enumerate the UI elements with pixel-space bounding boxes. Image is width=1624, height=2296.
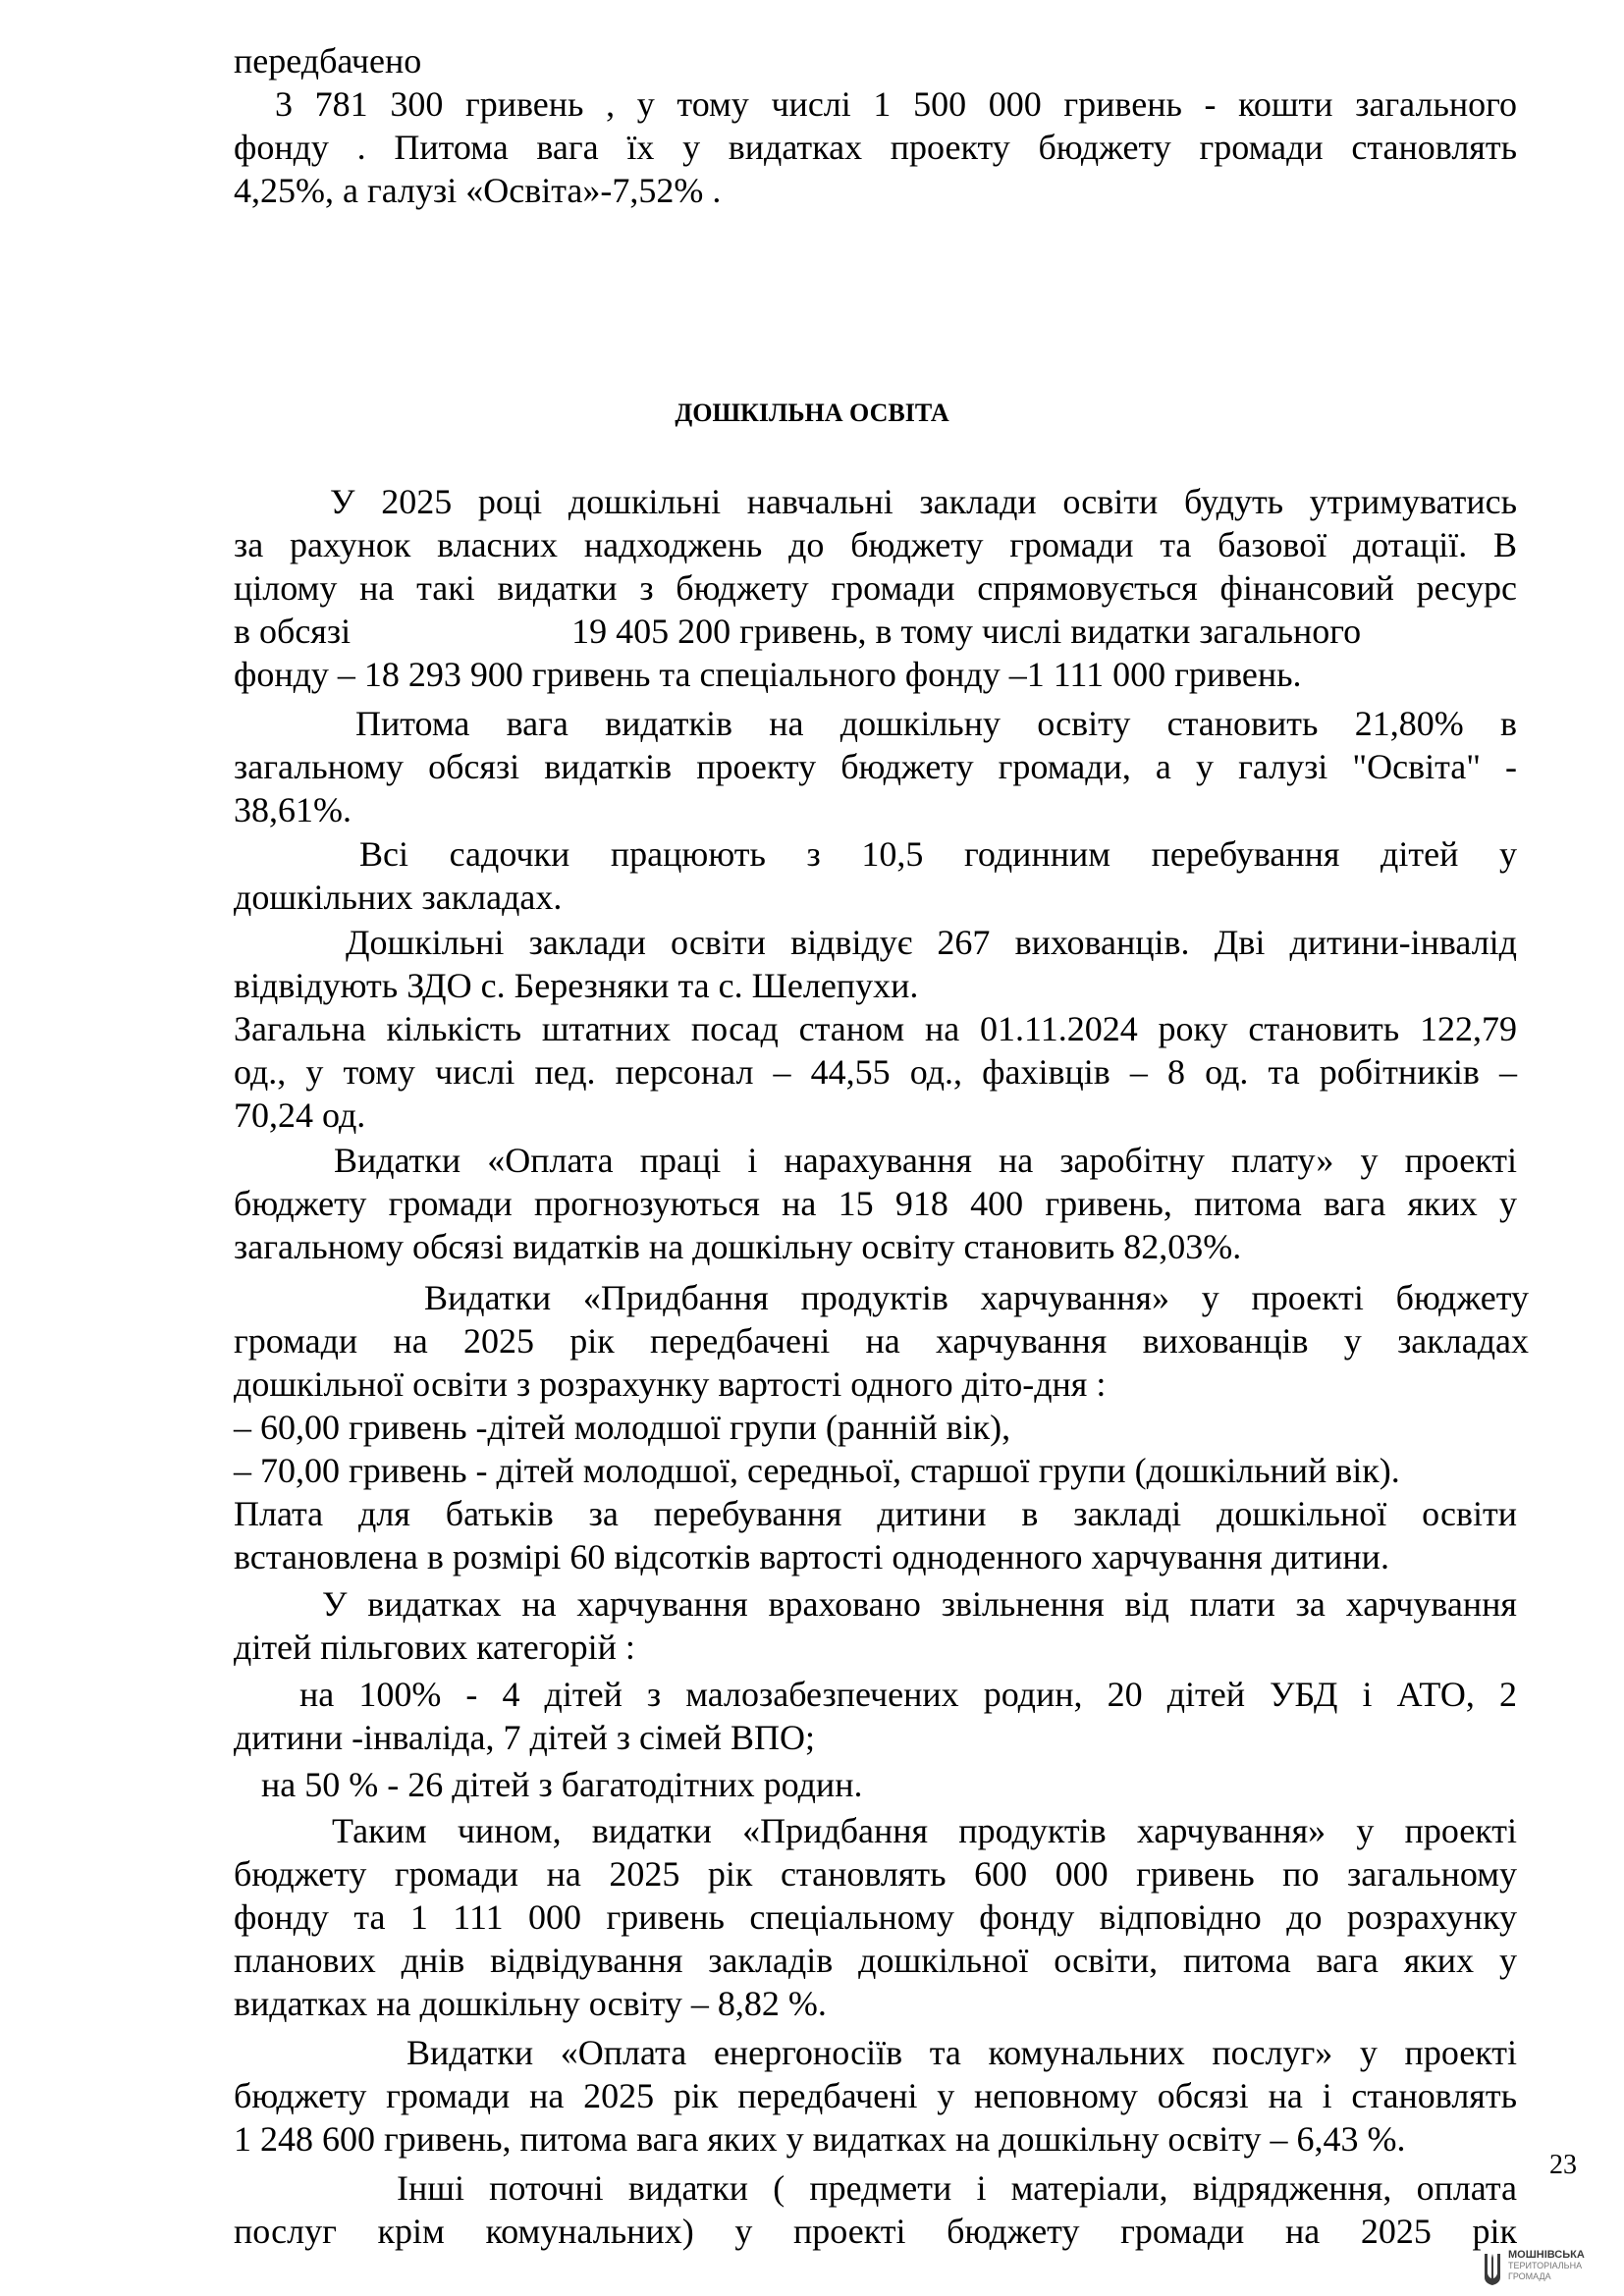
- text-line: цілому на такі видатки з бюджету громади спрямовується фінансовий ресурс: [234, 568, 1517, 608]
- text-line: послуг крім комунальних) у проекті бюджету громади на 2025 рік: [234, 2212, 1517, 2251]
- text-line: од., у тому числі пед. персонал – 44,55 од., фахівців – 8 од. та робітників –: [234, 1052, 1517, 1092]
- text-line: Видатки «Придбання продуктів харчування» у проекті бюджету: [424, 1278, 1529, 1317]
- text-line: загальному обсязі видатків на дошкільну освіту становить 82,03%.: [234, 1227, 1242, 1266]
- text-line: Дошкільні заклади освіти відвідує 267 вихованців. Дві дитини-інвалід: [346, 923, 1517, 962]
- text-line: Видатки «Оплата праці і нарахування на заробітну плату» у проекті: [334, 1141, 1517, 1180]
- text-line: Таким чином, видатки «Придбання продуктів харчування» у проекті: [332, 1811, 1517, 1850]
- text-line: бюджету громади на 2025 рік становлять 600 000 гривень по загальному: [234, 1854, 1517, 1894]
- text-line: Загальна кількість штатних посад станом на 01.11.2024 року становить 122,79: [234, 1009, 1517, 1048]
- trident-icon: [1483, 2252, 1502, 2287]
- text-line: на 50 % - 26 дітей з багатодітних родин.: [261, 1765, 863, 1804]
- text-line: 38,61%.: [234, 790, 352, 829]
- text-line: У видатках на харчування враховано звільнення від плати за харчування: [322, 1584, 1517, 1624]
- text-line: 1 248 600 гривень, питома вага яких у видатках на дошкільну освіту – 6,43 %.: [234, 2119, 1406, 2159]
- text-line: в обсязі 19 405 200 гривень, в тому числі видатки загального: [234, 612, 1362, 651]
- text-line: Питома вага видатків на дошкільну освіту становить 21,80% в: [355, 704, 1517, 743]
- text-line: бюджету громади прогнозуються на 15 918 400 гривень, питома вага яких у: [234, 1184, 1517, 1223]
- text-line: 70,24 од.: [234, 1095, 366, 1135]
- text-line: відвідують ЗДО с. Березняки та с. Шелепухи.: [234, 966, 919, 1005]
- text-line: встановлена в розмірі 60 відсотків вартості одноденного харчування дитини.: [234, 1537, 1389, 1576]
- text-line: видатках на дошкільну освіту – 8,82 %.: [234, 1984, 827, 2023]
- text-line: – 60,00 гривень -дітей молодшої групи (ранній вік),: [234, 1408, 1011, 1447]
- text-line: фонду та 1 111 000 гривень спеціальному фонду відповідно до розрахунку: [234, 1897, 1517, 1937]
- logo-line-1: МОШНІВСЬКА: [1508, 2249, 1585, 2261]
- text-line: Видатки «Оплата енергоносіїв та комунальних послуг» у проекті: [406, 2033, 1517, 2072]
- text-line: дошкільних закладах.: [234, 878, 563, 917]
- text-line: У 2025 році дошкільні навчальні заклади освіти будуть утримуватись: [330, 482, 1517, 521]
- text-line: громади на 2025 рік передбачені на харчування вихованців у закладах: [234, 1321, 1529, 1361]
- text-line: фонду – 18 293 900 гривень та спеціального фонду –1 111 000 гривень.: [234, 655, 1302, 694]
- text-line: 4,25%, а галузі «Освіта»-7,52% .: [234, 171, 722, 210]
- page-number: 23: [1549, 2150, 1577, 2180]
- text-line: загальному обсязі видатків проекту бюджету громади, а у галузі "Освіта" -: [234, 747, 1517, 786]
- text-line: 3 781 300 гривень , у тому числі 1 500 000 гривень - кошти загального: [275, 84, 1517, 124]
- text-line: Інші поточні видатки ( предмети і матеріали, відрядження, оплата: [397, 2168, 1517, 2208]
- community-logo: [1483, 2250, 1620, 2293]
- section-heading: ДОШКІЛЬНА ОСВІТА: [675, 399, 949, 427]
- text-line: планових днів відвідування закладів дошкільної освіти, питома вага яких у: [234, 1941, 1517, 1980]
- text-line: дошкільної освіти з розрахунку вартості одного діто-дня :: [234, 1364, 1107, 1404]
- text-line: передбачено: [234, 41, 422, 80]
- text-line: Всі садочки працюють з 10,5 годинним перебування дітей у: [359, 834, 1517, 874]
- text-line: фонду . Питома вага їх у видатках проекту бюджету громади становлять: [234, 128, 1517, 167]
- text-line: – 70,00 гривень - дітей молодшої, середньої, старшої групи (дошкільний вік).: [234, 1451, 1400, 1490]
- text-line: дітей пільгових категорій :: [234, 1628, 635, 1667]
- text-line: за рахунок власних надходжень до бюджету громади та базової дотації. В: [234, 525, 1517, 564]
- logo-line-2: ТЕРИТОРІАЛЬНА: [1508, 2261, 1583, 2270]
- text-line: дитини -інваліда, 7 дітей з сімей ВПО;: [234, 1718, 815, 1757]
- logo-line-3: ГРОМАДА: [1508, 2271, 1551, 2281]
- text-line: Плата для батьків за перебування дитини в закладі дошкільної освіти: [234, 1494, 1517, 1533]
- text-line: бюджету громади на 2025 рік передбачені у неповному обсязі на і становлять: [234, 2076, 1517, 2115]
- text-line: на 100% - 4 дітей з малозабезпечених родин, 20 дітей УБД і АТО, 2: [299, 1675, 1517, 1714]
